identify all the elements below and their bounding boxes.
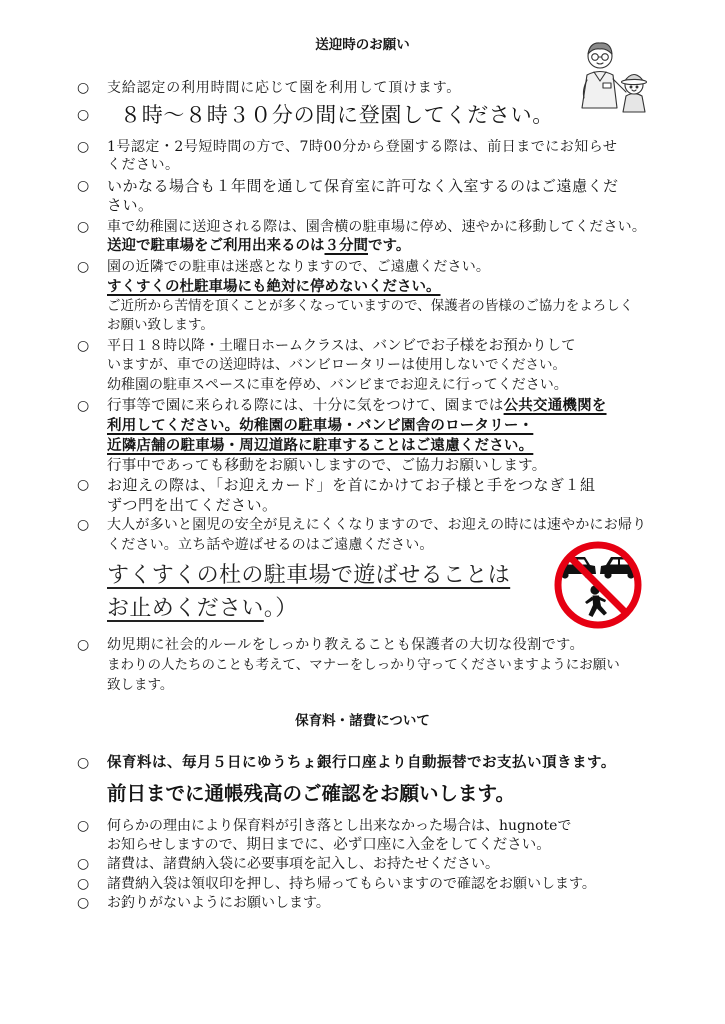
item-text: 支給認定の利用時間に応じて園を利用して頂けます。: [107, 80, 462, 96]
bullet-circle: ○: [77, 637, 90, 653]
bullet-circle: ○: [77, 139, 90, 155]
teacher-figure: [582, 43, 626, 108]
plain-text: でください。: [485, 357, 566, 373]
item-text: 諸費は、諸費納入袋に必要事項を記入し、お持たせください。: [107, 856, 499, 872]
bullet-circle: ○: [77, 818, 90, 834]
item-text: 致します。: [107, 677, 174, 693]
item-text: 行事中であっても移動をお願いしますので、ご協力お願いします。: [107, 458, 547, 474]
arrival-time-notice: ８時～８時３０分の間に登園してください。: [120, 103, 554, 127]
item-text: 1号認定・2号短時間の方で、7時00分から登園する際は、前日までにお知らせ: [107, 139, 618, 155]
item-text: 園の近隣での駐車は迷惑となりますので、ご遠慮ください。: [107, 259, 491, 275]
item-text: 保育料は、毎月５日にゆうちょ銀行口座より自動振替でお支払い頂きます。: [107, 755, 616, 771]
section-title-pickup: 送迎時のお願い: [315, 37, 410, 53]
bullet-circle: ○: [77, 517, 90, 533]
bullet-circle: ○: [77, 876, 90, 892]
parking-prohibition-text: 利用してください。幼稚園の駐車場・バンビ園舎のロータリー・: [107, 418, 534, 434]
item-text: [107, 356, 566, 374]
item-text: ください。立ち話や遊ばせるのはご遠慮ください。: [107, 537, 434, 553]
item-text: ください。: [107, 157, 180, 173]
item-text: お釣りがないようにお願いします。: [107, 895, 330, 911]
item-text: 車で幼稚園に送迎される際は、園舎横の駐車場に停め、速やかに移動してください。: [107, 219, 647, 235]
child-figure: [622, 75, 647, 113]
emphasis-text: いますが、車での送迎時は、バンビロータリーは使用しない: [107, 357, 485, 373]
three-minutes-highlight: ３分間: [324, 238, 368, 254]
item-text: ご近所から苦情を頂くことが多くなっていますので、保護者の皆様のご協力をよろしく: [107, 298, 634, 314]
bullet-circle: ○: [77, 80, 90, 96]
plain-text: 行事等で園に来られる際には、十分に気をつけて、園までは: [107, 398, 504, 414]
bullet-circle: ○: [77, 856, 90, 872]
plain-text: お知らせしますので、: [107, 837, 247, 853]
no-playing-warning: すくすくの杜の駐車場で遊ばせることは: [107, 563, 511, 588]
balance-check-notice: 前日までに通帳残高のご確認をお願いします。: [107, 782, 515, 805]
bullet-circle: ○: [77, 259, 90, 275]
no-parking-warning: すくすくの杜駐車場にも絶対に停めないください。: [107, 279, 441, 295]
bullet-circle: ○: [77, 219, 90, 235]
item-text: さい。: [107, 196, 154, 214]
bullet-circle: ○: [77, 338, 90, 354]
plain-text: hugnoteで: [499, 818, 572, 834]
bullet-circle: ○: [77, 477, 90, 493]
no-playing-warning: [107, 595, 298, 623]
item-text: いかなる場合も１年間を通して保育室に許可なく入室するのはご遠慮くだ: [107, 177, 619, 195]
item-text: [107, 397, 607, 415]
teacher-and-child-illustration: [570, 36, 658, 114]
stop-request-text: お止めください: [107, 596, 264, 621]
item-text: 幼児期に社会的ルールをしっかり教えることも保護者の大切な役割です。: [107, 637, 585, 653]
item-text: お願い致します。: [107, 317, 214, 333]
item-text: [107, 237, 410, 255]
bullet-circle: ○: [77, 107, 90, 123]
item-text: ずつ門を出てください。: [107, 496, 278, 514]
emphasis-text: 送迎で駐車場をご利用出来るのは: [107, 238, 325, 254]
emphasis-text: です。: [368, 238, 411, 254]
bullet-circle: ○: [77, 895, 90, 911]
parking-prohibition-text: 近隣店舗の駐車場・周辺道路に駐車することはご遠慮ください。: [107, 438, 534, 454]
item-text: まわりの人たちのことも考えて、マナーをしっかり守ってくださいますようにお願い: [107, 657, 620, 673]
item-text: 幼稚園の駐車スペースに車を停め、バンビまでお迎えに行ってください。: [107, 377, 568, 393]
bullet-circle: ○: [77, 398, 90, 414]
no-playing-in-parking-lot-sign: [551, 538, 645, 632]
item-text: [107, 817, 571, 835]
plain-text: 何らかの理由により: [107, 818, 233, 834]
emphasis-text: 平日１８時以降・土曜日ホームクラスは、: [107, 338, 373, 354]
item-text: [107, 337, 576, 355]
item-text: 諸費納入袋は領収印を押し、持ち帰ってもらいますので確認をお願いします。: [107, 876, 596, 892]
item-text: お迎えの際は、「お迎えカード」を首にかけてお子様と手をつなぎ１組: [107, 476, 596, 494]
emphasis-text: 保育料が引き落とし出来なかった場合は、: [233, 818, 499, 834]
emphasis-text: 期日までに、必ず口座に入金をしてください。: [246, 837, 551, 853]
section-title-fees: 保育料・諸費について: [295, 713, 430, 729]
item-text: 大人が多いと園児の安全が見えにくくなりますので、お迎えの時には速やかにお帰り: [107, 517, 647, 533]
public-transport-highlight: 公共交通機関を: [503, 398, 607, 414]
bullet-circle: ○: [77, 755, 90, 771]
bullet-circle: ○: [77, 178, 90, 194]
plain-text: バンビでお子様をお預かりして: [372, 338, 576, 354]
item-text: [107, 836, 551, 854]
closing-punctuation: 。）: [263, 596, 298, 621]
